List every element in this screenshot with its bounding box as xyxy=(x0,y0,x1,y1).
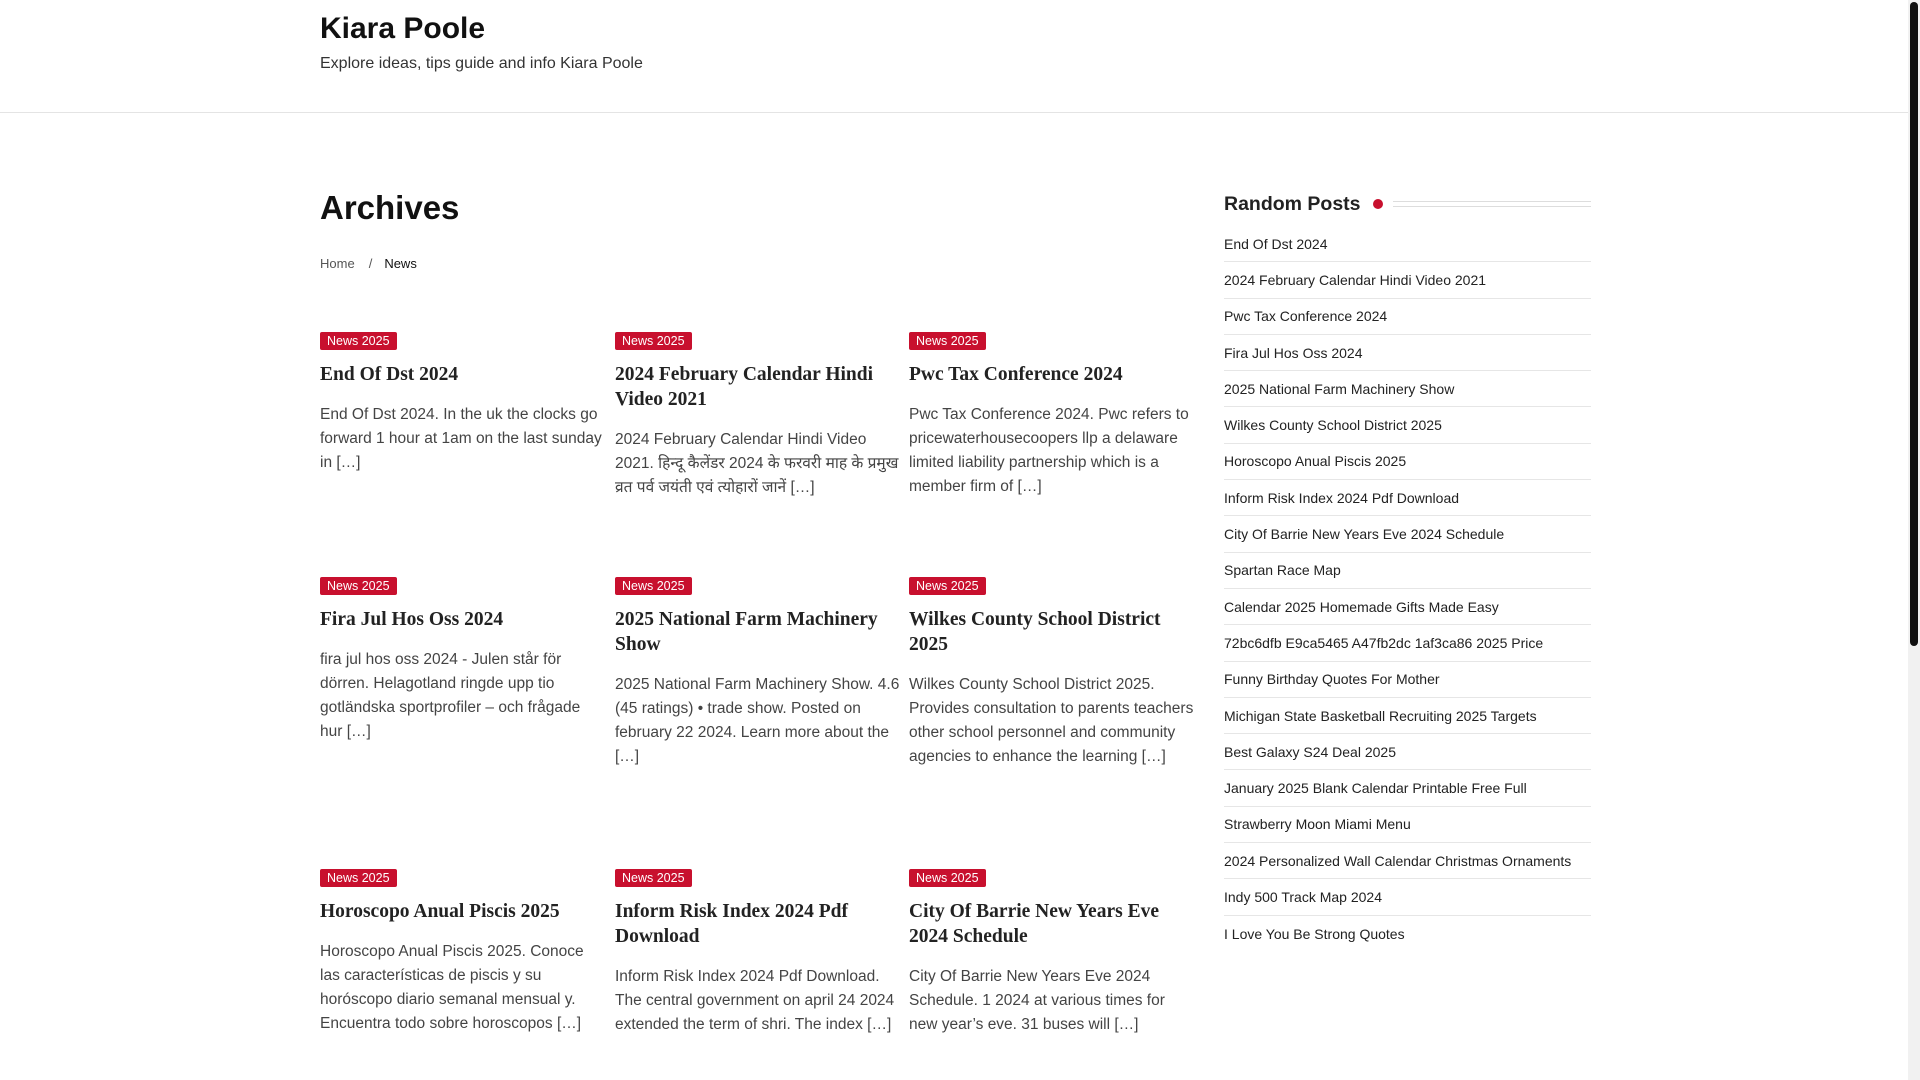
random-post-link[interactable]: City Of Barrie New Years Eve 2024 Schedule xyxy=(1224,526,1505,543)
post-title-link[interactable]: Horoscopo Anual Piscis 2025 xyxy=(320,901,560,922)
site-header xyxy=(0,0,1908,113)
list-item xyxy=(1224,553,1591,589)
random-post-link[interactable]: Fira Jul Hos Oss 2024 xyxy=(1224,344,1363,361)
post-title-link[interactable]: 2024 February Calendar Hindi Video 2021 xyxy=(615,364,874,410)
list-item xyxy=(1224,299,1591,335)
sidebar-random-posts xyxy=(1224,190,1591,952)
list-item xyxy=(1224,843,1591,879)
list-item xyxy=(1224,480,1591,516)
list-item xyxy=(1224,226,1591,262)
post-title-link[interactable]: 2025 National Farm Machinery Show xyxy=(615,609,878,655)
post-excerpt: Inform Risk Index 2024 Pdf Download. The central government on april 24 2024 extended the term of shri. The index […] xyxy=(615,968,895,1033)
random-post-link[interactable]: Calendar 2025 Homemade Gifts Made Easy xyxy=(1224,598,1499,615)
page-scrollbar[interactable] xyxy=(1908,0,1920,1080)
random-post-link[interactable]: 72bc6dfb E9ca5465 A47fb2dc 1af3ca86 2025 Price xyxy=(1224,634,1544,651)
list-item xyxy=(1224,916,1591,952)
post-excerpt: 2024 February Calendar Hindi Video 2021. हिन्दू कैलेंडर 2024 के फरवरी माह के प्रमुख व्रत पर्व जयंती एवं त्योहारों जानें […] xyxy=(615,431,899,496)
category-badge[interactable]: News 2025 xyxy=(320,577,397,595)
random-post-link[interactable]: January 2025 Blank Calendar Printable Free Full xyxy=(1224,780,1527,797)
post-card xyxy=(615,869,900,1037)
list-item xyxy=(1224,807,1591,843)
site-title[interactable]: Kiara Poole xyxy=(320,12,486,45)
random-post-link[interactable]: 2024 Personalized Wall Calendar Christmas Ornaments xyxy=(1224,852,1572,869)
post-excerpt: Horoscopo Anual Piscis 2025. Conoce las características de piscis y su horóscopo diario semanal mensual y. Encuentra todo sobre horoscopos […] xyxy=(320,943,584,1032)
post-excerpt: End Of Dst 2024. In the uk the clocks go forward 1 hour at 1am on the last sunday in […] xyxy=(320,406,602,471)
random-post-link[interactable]: I Love You Be Strong Quotes xyxy=(1224,925,1405,942)
main-content xyxy=(320,182,1194,1033)
post-title-link[interactable]: Pwc Tax Conference 2024 xyxy=(909,364,1123,385)
post-title-link[interactable]: Wilkes County School District 2025 xyxy=(909,609,1161,655)
random-posts-list xyxy=(1224,226,1591,952)
widget-header xyxy=(1224,190,1591,218)
random-post-link[interactable]: 2024 February Calendar Hindi Video 2021 xyxy=(1224,271,1487,288)
random-post-link[interactable]: Spartan Race Map xyxy=(1224,562,1341,579)
random-post-link[interactable]: Wilkes County School District 2025 xyxy=(1224,417,1442,434)
list-item xyxy=(1224,262,1591,298)
category-badge[interactable]: News 2025 xyxy=(909,869,986,887)
post-excerpt: 2025 National Farm Machinery Show. 4.6 (45 ratings) • trade show. Posted on february 22 2024. Learn more about the […] xyxy=(615,676,900,765)
widget-title: Random Posts xyxy=(1224,192,1361,215)
post-card xyxy=(615,332,900,500)
post-card xyxy=(320,332,605,475)
list-item xyxy=(1224,407,1591,443)
list-item xyxy=(1224,516,1591,552)
list-item xyxy=(1224,589,1591,625)
post-excerpt: fira jul hos oss 2024 - Julen står för dörren. Helagotland ringde upp tio gotländska sportprofiler – och frågade hur […] xyxy=(320,651,581,740)
post-card xyxy=(909,332,1194,499)
list-item xyxy=(1224,662,1591,698)
post-excerpt: Wilkes County School District 2025. Provides consultation to parents teachers other school personnel and community agencies to enhance the learning […] xyxy=(909,676,1194,765)
list-item xyxy=(1224,879,1591,915)
category-badge[interactable]: News 2025 xyxy=(615,577,692,595)
list-item xyxy=(1224,335,1591,371)
post-excerpt: Pwc Tax Conference 2024. Pwc refers to pricewaterhousecoopers llp a delaware limited liability partnership which is a member firm of […] xyxy=(909,406,1189,495)
site-description: Explore ideas, tips guide and info Kiara Poole xyxy=(320,55,643,72)
category-badge[interactable]: News 2025 xyxy=(909,332,986,350)
breadcrumb-current: News xyxy=(384,256,417,271)
post-card xyxy=(909,869,1194,1037)
category-badge[interactable]: News 2025 xyxy=(320,332,397,350)
breadcrumb xyxy=(320,256,1190,271)
category-badge[interactable]: News 2025 xyxy=(909,577,986,595)
random-post-link[interactable]: Indy 500 Track Map 2024 xyxy=(1224,888,1382,905)
post-card xyxy=(320,869,605,1036)
widget-divider xyxy=(1393,201,1591,207)
post-card xyxy=(320,577,605,744)
random-post-link[interactable]: 2025 National Farm Machinery Show xyxy=(1224,380,1455,397)
breadcrumb-separator: / xyxy=(368,256,373,271)
post-card xyxy=(615,577,900,769)
list-item xyxy=(1224,770,1591,806)
post-card xyxy=(909,577,1194,769)
list-item xyxy=(1224,371,1591,407)
category-badge[interactable]: News 2025 xyxy=(615,869,692,887)
random-post-link[interactable]: Pwc Tax Conference 2024 xyxy=(1224,308,1388,325)
post-title-link[interactable]: City Of Barrie New Years Eve 2024 Schedule xyxy=(909,901,1159,947)
list-item xyxy=(1224,625,1591,661)
random-post-link[interactable]: End Of Dst 2024 xyxy=(1224,235,1328,252)
accent-dot-icon xyxy=(1373,199,1383,209)
list-item xyxy=(1224,444,1591,480)
random-post-link[interactable]: Inform Risk Index 2024 Pdf Download xyxy=(1224,489,1460,506)
archive-title: Archives xyxy=(320,189,460,226)
random-post-link[interactable]: Horoscopo Anual Piscis 2025 xyxy=(1224,453,1407,470)
post-excerpt: City Of Barrie New Years Eve 2024 Schedule. 1 2024 at various times for new year’s eve. 31 buses will […] xyxy=(909,968,1165,1033)
scrollbar-thumb[interactable] xyxy=(1910,2,1918,646)
random-post-link[interactable]: Funny Birthday Quotes For Mother xyxy=(1224,671,1440,688)
list-item xyxy=(1224,734,1591,770)
category-badge[interactable]: News 2025 xyxy=(615,332,692,350)
random-post-link[interactable]: Michigan State Basketball Recruiting 2025 Targets xyxy=(1224,707,1537,724)
random-post-link[interactable]: Strawberry Moon Miami Menu xyxy=(1224,816,1411,833)
post-title-link[interactable]: End Of Dst 2024 xyxy=(320,364,459,385)
category-badge[interactable]: News 2025 xyxy=(320,869,397,887)
post-title-link[interactable]: Fira Jul Hos Oss 2024 xyxy=(320,609,504,630)
random-post-link[interactable]: Best Galaxy S24 Deal 2025 xyxy=(1224,743,1396,760)
breadcrumb-home-link[interactable]: Home xyxy=(320,256,355,271)
post-title-link[interactable]: Inform Risk Index 2024 Pdf Download xyxy=(615,901,848,947)
list-item xyxy=(1224,698,1591,734)
